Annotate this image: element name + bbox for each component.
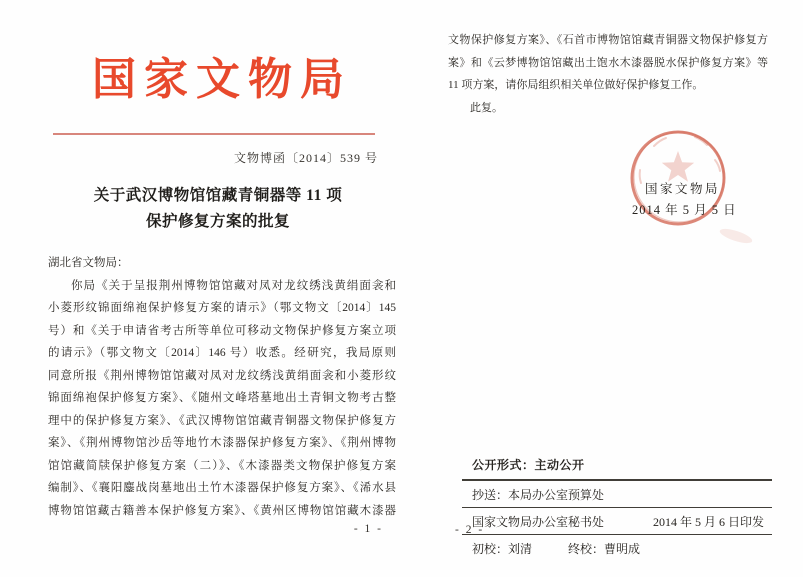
page-1 xyxy=(40,0,396,577)
body-line: 同意所报《荆州博物馆馆藏对凤对龙纹绣浅黄绢面衾和小菱形纹 xyxy=(48,369,396,382)
publicity-row xyxy=(462,451,772,481)
footer-table xyxy=(462,451,772,561)
cc-label: 抄送：本局办公室预算处 xyxy=(472,488,605,502)
body-line: 编制》、《襄阳鏖战岗墓地出土竹木漆器保护修复方案》、《浠水县 xyxy=(48,482,396,495)
body-line: 号）和《关于申请省考古所等单位可移动文物保护修复方案立项 xyxy=(48,324,396,337)
final-proof: 终校：曹明成 xyxy=(568,542,641,556)
body-line: 你局《关于呈报荆州博物馆馆藏对凤对龙纹绣浅黄绢面衾和 xyxy=(71,279,396,292)
first-proof: 初校：刘清 xyxy=(472,542,533,556)
body-line: 理中的保护修复方案》、《武汉博物馆馆藏青铜器文物保护修复方 xyxy=(48,414,396,427)
document-title-line2: 保护修复方案的批复 xyxy=(145,213,290,230)
body-line: 馆馆藏简牍保护修复方案（二）》、《木漆器类文物保护修复方案 xyxy=(48,459,396,472)
body-line: 此复。 xyxy=(470,101,503,114)
page-number: - 1 - xyxy=(353,523,383,535)
document-number: 文物博函〔2014〕539 号 xyxy=(233,151,378,165)
body-line: 文物保护修复方案》、《石首市博物馆馆藏青铜器文物保护修复方 xyxy=(448,34,768,46)
red-separator-line xyxy=(53,133,375,135)
cc-row xyxy=(462,481,772,508)
proof-row xyxy=(462,535,772,561)
page-number: - 2 - xyxy=(455,524,485,536)
publicity-label: 公开形式：主动公开 xyxy=(472,458,585,472)
body-line: 湖北省文物局： xyxy=(48,257,129,269)
body-line: 11 项方案，请你局组织相关单位做好保护修复工作。 xyxy=(448,79,704,92)
body-line: 小菱形纹锦面绵袍保护修复方案的请示》（鄂文物文〔2014〕145 xyxy=(48,302,396,315)
body-text-page1 xyxy=(48,252,396,523)
print-date: 2014 年 5 月 6 日印发 xyxy=(652,515,764,529)
letterhead-title: 国家文物局 xyxy=(92,55,352,104)
seal-org-name: 国家文物局 xyxy=(645,182,721,196)
document-title xyxy=(40,183,396,235)
body-line: 锦面绵袍保护修复方案》、《随州文峰塔墓地出土青铜文物考古整 xyxy=(48,392,396,405)
body-line: 案》和《云梦博物馆馆藏出土饱水木漆器脱水保护修复方案》等 xyxy=(448,56,768,69)
document-title-line1: 关于武汉博物馆馆藏青铜器等 11 项 xyxy=(93,187,343,204)
body-line: 案》、《荆州博物馆沙岳等地竹木漆器保护修复方案》、《荆州博物 xyxy=(48,437,396,450)
seal-date: 2014 年 5 月 5 日 xyxy=(632,203,737,217)
body-line: 博物馆馆藏古籍善本保护修复方案》、《黄州区博物馆馆藏木漆器 xyxy=(48,505,396,518)
body-text-page2 xyxy=(448,29,768,119)
issuer-label: 国家文物局办公室秘书处 xyxy=(472,515,605,529)
page-2 xyxy=(448,0,772,577)
issuer-row xyxy=(462,508,772,535)
body-line: 的请示》（鄂文物文〔2014〕146 号）收悉。经研究，我局原则 xyxy=(48,347,396,360)
